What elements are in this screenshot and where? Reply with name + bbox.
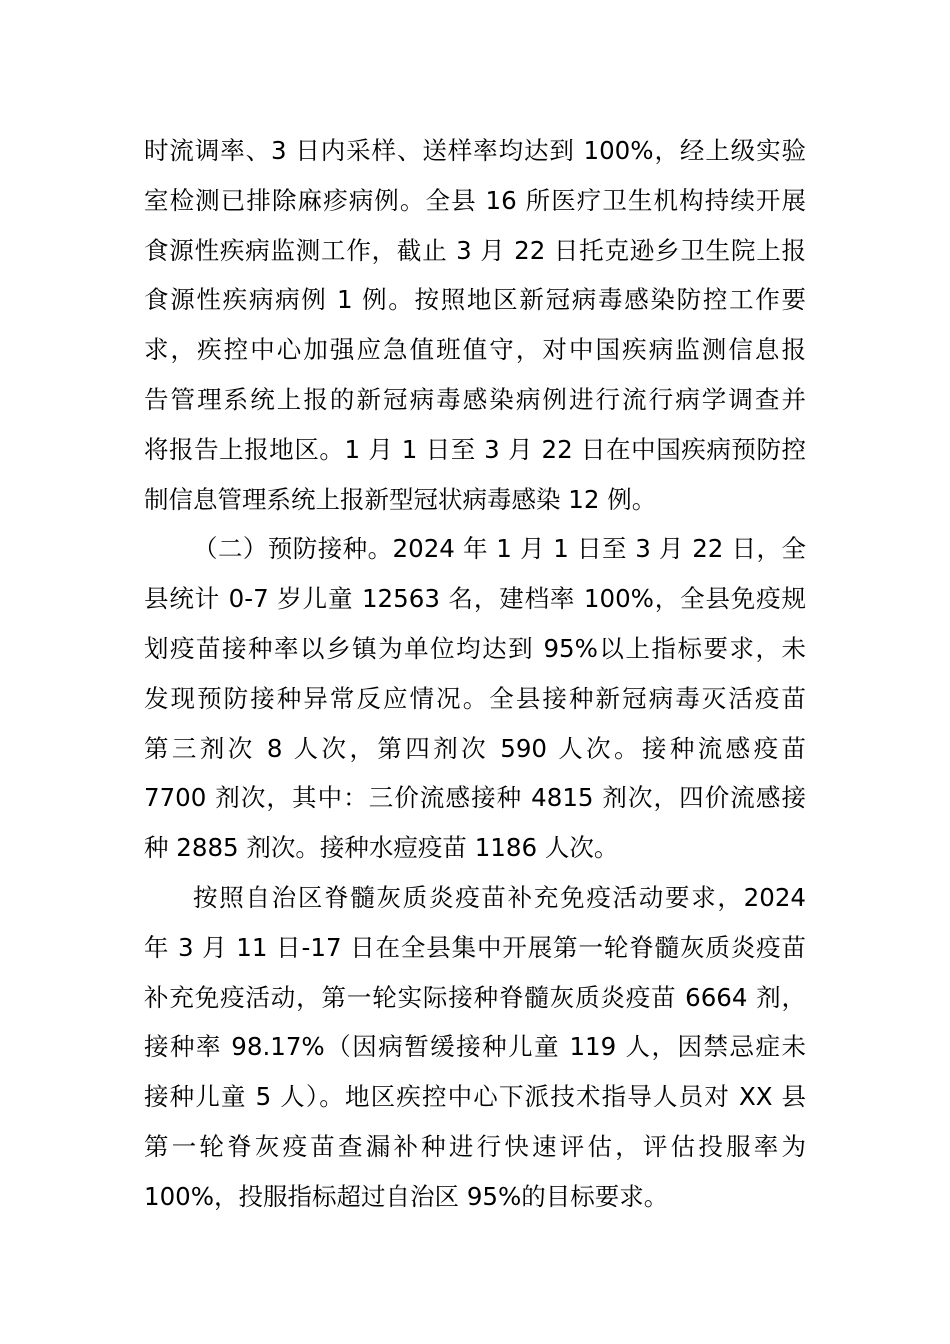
text-line: 年 3 月 11 日-17 日在全县集中开展第一轮脊髓灰质炎疫苗 [144,932,806,962]
text-line: 告管理系统上报的新冠病毒感染病例进行流行病学调查并 [144,384,806,414]
document-page [144,126,806,1222]
text-line: 制信息管理系统上报新型冠状病毒感染 12 例。 [144,484,657,514]
text-line: 食源性疾病病例 1 例。按照地区新冠病毒感染防控工作要 [144,285,806,315]
paragraph-polio-campaign [144,873,806,1222]
text-line: 室检测已排除麻疹病例。全县 16 所医疗卫生机构持续开展 [144,185,806,215]
text-line: 发现预防接种异常反应情况。全县接种新冠病毒灭活疫苗 [144,683,806,713]
text-line: 接种率 98.17%（因病暂缓接种儿童 119 人，因禁忌症未 [144,1032,806,1062]
text-line: 按照自治区脊髓灰质炎疫苗补充免疫活动要求，2024 [193,882,806,912]
text-line: 将报告上报地区。1 月 1 日至 3 月 22 日在中国疾病预防控 [144,434,806,464]
text-line: 食源性疾病监测工作，截止 3 月 22 日托克逊乡卫生院上报 [144,235,806,265]
text-line: 县统计 0-7 岁儿童 12563 名，建档率 100%，全县免疫规 [144,584,806,614]
text-line: 种 2885 剂次。接种水痘疫苗 1186 人次。 [144,833,619,863]
text-line: 100%，投服指标超过自治区 95%的目标要求。 [144,1181,669,1211]
text-line: 接种儿童 5 人）。地区疾控中心下派技术指导人员对 XX 县 [144,1082,806,1112]
text-line: 补充免疫活动，第一轮实际接种脊髓灰质炎疫苗 6664 剂， [144,982,806,1012]
text-line: 第一轮脊灰疫苗查漏补种进行快速评估，评估投服率为 [144,1131,806,1161]
paragraph-surveillance [144,126,806,524]
text-line: 时流调率、3 日内采样、送样率均达到 100%，经上级实验 [144,136,806,165]
text-line: 第三剂次 8 人次，第四剂次 590 人次。接种流感疫苗 [144,733,806,763]
text-line: 划疫苗接种率以乡镇为单位均达到 95%以上指标要求，未 [144,633,806,663]
paragraph-vaccination [144,524,806,873]
text-line: 7700 剂次，其中：三价流感接种 4815 剂次，四价流感接 [144,783,806,813]
section-heading-line: （二）预防接种。2024 年 1 月 1 日至 3 月 22 日，全 [193,534,806,564]
text-line: 求，疾控中心加强应急值班值守，对中国疾病监测信息报 [144,335,806,365]
